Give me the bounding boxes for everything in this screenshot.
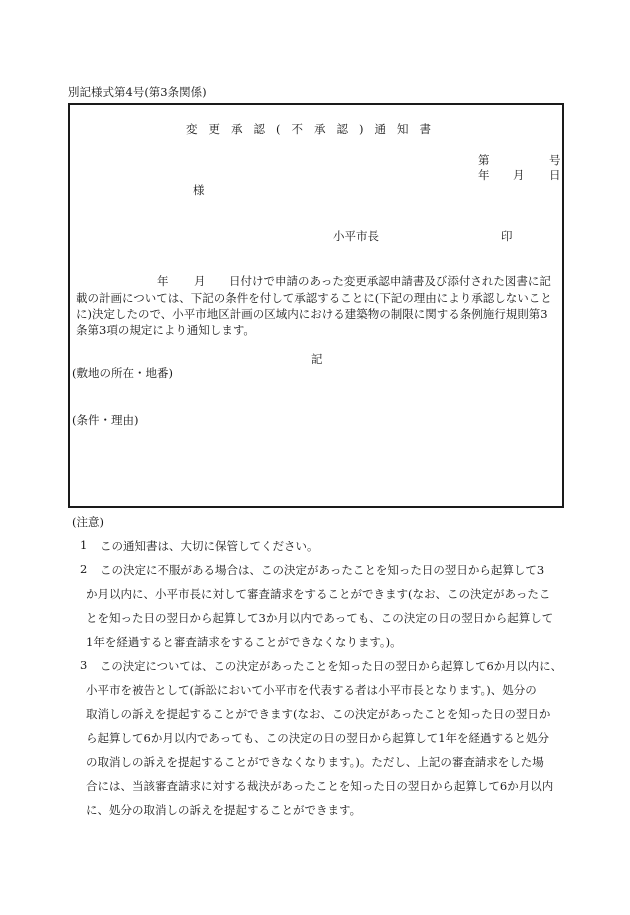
form-title: 変更承認(不承認)通知書 <box>186 122 442 136</box>
note-line: 1年を経過すると審査請求をすることができなくなります。)。 <box>86 635 402 649</box>
body-line: 載の計画については、下記の条件を付して承認することに(下記の理由により承認しないこと <box>76 291 552 305</box>
note-number: 2 <box>80 562 88 576</box>
note-number: 3 <box>80 658 88 672</box>
number-label: 第 <box>478 153 490 167</box>
note-number: 1 <box>80 538 88 552</box>
addressee-suffix: 様 <box>193 183 205 197</box>
body-date-month: 月 <box>194 274 206 288</box>
date-month: 月 <box>513 168 525 182</box>
date-day: 日 <box>549 168 561 182</box>
date-year: 年 <box>478 168 490 182</box>
site-label: (敷地の所在・地番) <box>72 366 173 380</box>
number-suffix: 号 <box>549 153 561 167</box>
note-line: この決定に不服がある場合は、この決定があったことを知った日の翌日から起算して3 <box>100 563 545 577</box>
note-line: の取消しの訴えを提起することができなくなります。)。ただし、上記の審査請求をした場 <box>86 755 544 769</box>
body-date-year: 年 <box>157 274 169 288</box>
note-line: か月以内に、小平市長に対して審査請求をすることができます(なお、この決定があったこ <box>86 587 551 601</box>
note-line: 取消しの訴えを提起することができます(なお、この決定があったことを知った日の翌日か <box>86 707 551 721</box>
note-line: 小平市を被告として(訴訟において小平市を代表する者は小平市長となります。)、処分の <box>86 683 537 697</box>
note-line: ら起算して6か月以内であっても、この決定の日の翌日から起算して1年を経過すると処分 <box>86 731 550 745</box>
issuer-name: 小平市長 <box>333 229 379 243</box>
note-line: とを知った日の翌日から起算して3か月以内であっても、この決定の日の翌日から起算して <box>86 611 554 625</box>
ki-mark: 記 <box>311 352 323 366</box>
form-label: 別記様式第4号(第3条関係) <box>68 85 207 99</box>
note-line: に、処分の取消しの訴えを提起することができます。 <box>86 803 362 817</box>
seal-mark: 印 <box>501 229 513 243</box>
note-line: この決定については、この決定があったことを知った日の翌日から起算して6か月以内に、 <box>100 659 562 673</box>
note-line: この通知書は、大切に保管してください。 <box>100 539 319 553</box>
body-line: に)決定したので、小平市地区計画の区域内における建築物の制限に関する条例施行規則第3 <box>76 307 548 321</box>
body-line: 日付けで申請のあった変更承認申請書及び添付された図書に記 <box>229 274 551 288</box>
note-line: 合には、当該審査請求に対する裁決があったことを知った日の翌日から起算して6か月以内 <box>86 779 554 793</box>
notes-heading: (注意) <box>72 515 104 529</box>
body-line: 条第3項の規定により通知します。 <box>76 323 255 337</box>
condition-label: (条件・理由) <box>72 413 139 427</box>
